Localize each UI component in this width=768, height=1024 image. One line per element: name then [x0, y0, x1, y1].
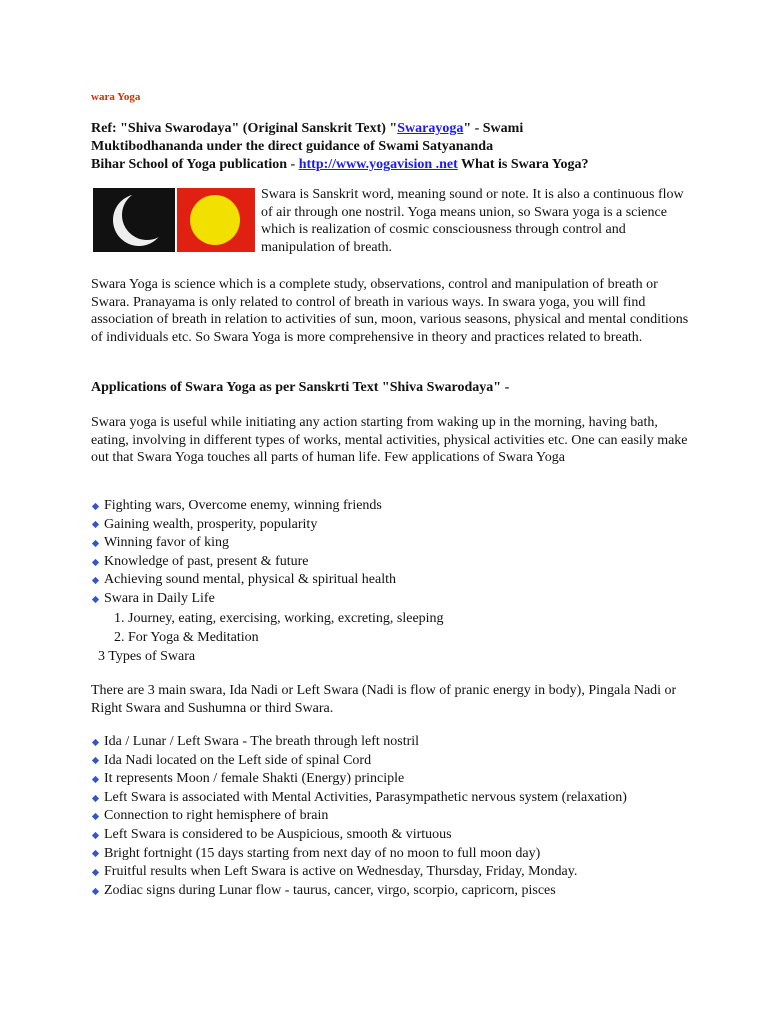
intro-paragraph: Swara is Sanskrit word, meaning sound or note. It is also a continuous flow of air through one nostril. Yoga means union, so Swara yoga is a science which is realization of cosmic consciousness through control and manipulation of breath. — [261, 187, 684, 255]
left-swara-list — [91, 733, 691, 900]
list-item-text: Ida / Lunar / Left Swara - The breath through left nostril — [104, 734, 420, 749]
types-paragraph: There are 3 main swara, Ida Nadi or Left Swara (Nadi is flow of pranic energy in body), Pingala Nadi or Right Swara and Sushumna or third Swara. — [91, 683, 677, 716]
diamond-bullet-icon — [91, 812, 100, 821]
diamond-bullet-icon — [91, 887, 100, 896]
list-item — [91, 590, 691, 609]
diamond-bullet-icon — [91, 595, 100, 604]
list-item-text: Knowledge of past, present & future — [104, 553, 309, 569]
list-item — [91, 863, 691, 882]
diamond-bullet-icon — [91, 576, 100, 585]
swarayoga-link[interactable]: Swarayoga — [397, 121, 464, 136]
diamond-bullet-icon — [91, 756, 100, 765]
page-title: wara Yoga — [91, 91, 141, 103]
reference-line-1 — [91, 120, 691, 138]
list-item — [91, 882, 691, 901]
list-item-text: Left Swara is associated with Mental Activities, Parasympathetic nervous system (relaxation) — [104, 789, 627, 805]
list-item-text: Fruitful results when Left Swara is active on Wednesday, Thursday, Friday, Monday. — [104, 864, 578, 880]
list-item-text: Bright fortnight (15 days starting from next day of no moon to full moon day) — [104, 845, 541, 861]
list-item-text: Winning favor of king — [104, 535, 230, 551]
list-item-text: Fighting wars, Overcome enemy, winning friends — [104, 498, 382, 513]
list-item — [91, 845, 691, 864]
reference-text: Bihar School of Yoga publication - — [91, 157, 299, 172]
reference-line-3 — [91, 156, 691, 174]
yogavision-link[interactable]: http://www.yogavision .net — [298, 157, 458, 172]
reference-block — [91, 120, 691, 174]
diamond-bullet-icon — [91, 539, 100, 548]
reference-text: " - Swami — [463, 121, 524, 136]
list-item-text: Zodiac signs during Lunar flow - taurus, cancer, virgo, scorpio, capricorn, pisces — [104, 882, 556, 898]
list-item — [91, 733, 691, 752]
list-item — [91, 807, 691, 826]
diamond-bullet-icon — [91, 794, 100, 803]
diamond-bullet-icon — [91, 558, 100, 567]
list-item — [91, 497, 691, 516]
swara-yoga-paragraph: Swara Yoga is science which is a complete study, observations, control and manipulation of breath or Swara. Pranayama is only related to control of breath in various ways. In swara yoga, you will find association of breath in relation to activities of sun, moon, various seasons, physical and mental conditions of individuals etc. So Swara Yoga is more comprehensive in theory and practices related to breath. — [91, 277, 689, 345]
types-of-swara-label: 3 Types of Swara — [98, 649, 196, 664]
applications-intro: Swara yoga is useful while initiating any action starting from waking up in the morning, having bath, eating, involving in different types of works, mental activities, physical activities etc. One can easily make out that Swara Yoga touches all parts of human life. Few applications of Swara Yoga — [91, 415, 688, 466]
list-item — [91, 789, 691, 808]
list-item-text: Ida Nadi located on the Left side of spinal Cord — [104, 752, 372, 768]
reference-line-2: Muktibodhananda under the direct guidance of Swami Satyananda — [91, 139, 494, 154]
list-item — [91, 553, 691, 572]
list-item — [91, 770, 691, 789]
diamond-bullet-icon — [91, 738, 100, 747]
list-item — [91, 571, 691, 590]
diamond-bullet-icon — [91, 502, 100, 511]
sun-icon — [190, 195, 240, 245]
list-item — [91, 516, 691, 535]
diamond-bullet-icon — [91, 849, 100, 858]
list-item-text: Gaining wealth, prosperity, popularity — [104, 516, 318, 532]
what-is-swara-yoga-heading: What is Swara Yoga? — [457, 157, 589, 172]
list-item-text: Connection to right hemisphere of brain — [104, 808, 329, 824]
list-item — [91, 534, 691, 553]
reference-text: Ref: "Shiva Swarodaya" (Original Sanskrit Text) " — [91, 121, 398, 136]
diamond-bullet-icon — [91, 520, 100, 529]
list-item-text: It represents Moon / female Shakti (Energy) principle — [104, 771, 405, 787]
daily-life-subitem: 1. Journey, eating, exercising, working, excreting, sleeping — [114, 611, 444, 626]
diamond-bullet-icon — [91, 831, 100, 840]
moon-sun-image — [93, 188, 255, 252]
applications-heading: Applications of Swara Yoga as per Sanskrti Text "Shiva Swarodaya" - — [91, 380, 510, 395]
list-item-text: Achieving sound mental, physical & spiritual health — [104, 572, 396, 588]
applications-list — [91, 497, 691, 609]
list-item-text: Swara in Daily Life — [104, 590, 215, 606]
list-item — [91, 826, 691, 845]
list-item-text: Left Swara is considered to be Auspicious, smooth & virtuous — [104, 826, 452, 842]
daily-life-subitem: 2. For Yoga & Meditation — [114, 630, 259, 645]
list-item — [91, 752, 691, 771]
diamond-bullet-icon — [91, 868, 100, 877]
diamond-bullet-icon — [91, 775, 100, 784]
